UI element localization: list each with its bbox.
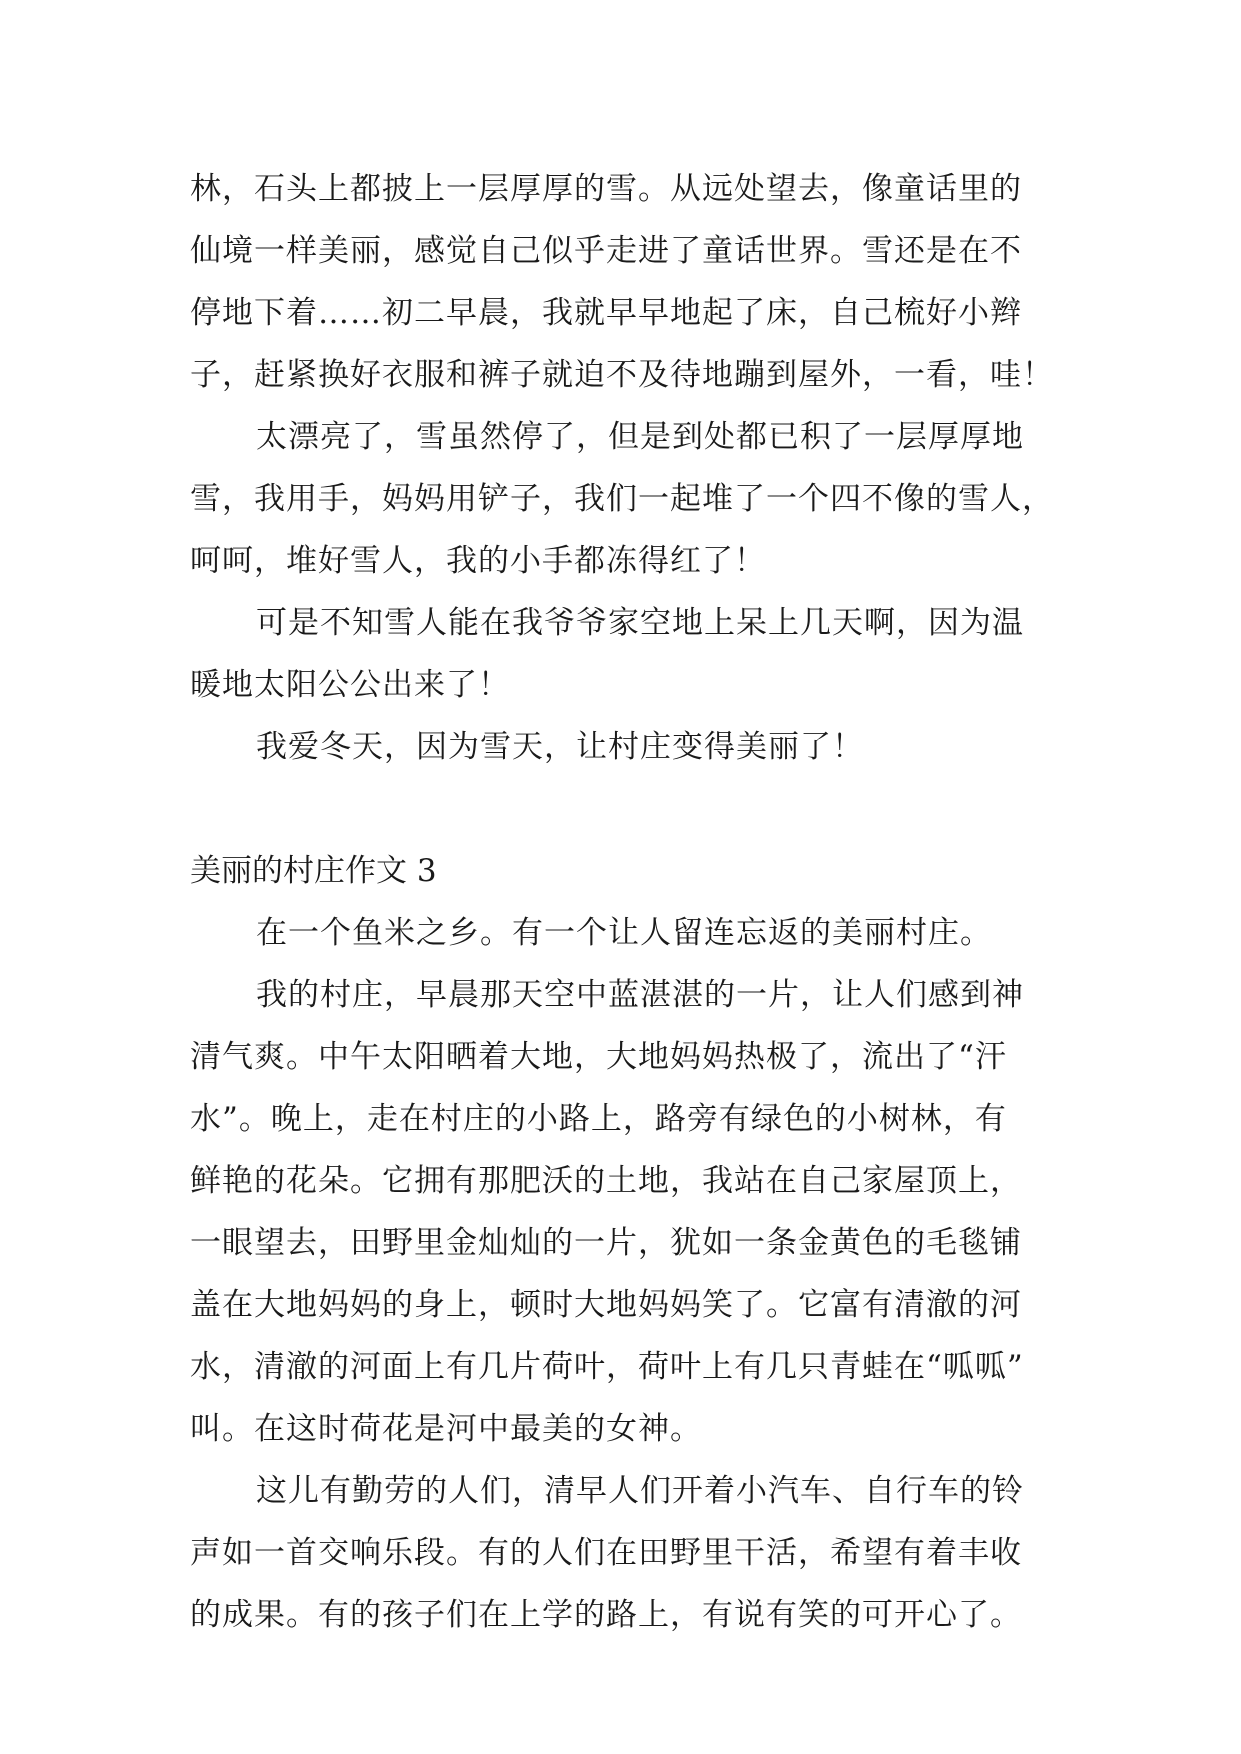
paragraph-continued [190,158,1070,406]
text-line: 声如一首交响乐段。有的人们在田野里干活，希望有着丰收 [190,1535,1022,1571]
text-line: 这儿有勤劳的人们，清早人们开着小汽车、自行车的铃 [256,1473,1024,1509]
text-line: 的成果。有的孩子们在上学的路上，有说有笑的可开心了。 [190,1597,1022,1633]
text-line: 仙境一样美丽，感觉自己似乎走进了童话世界。雪还是在不 [190,233,1022,269]
text-line: 暖地太阳公公出来了！ [190,667,510,703]
text-line: 一眼望去，田野里金灿灿的一片，犹如一条金黄色的毛毯铺 [190,1225,1022,1261]
text-line: 停地下着……初二早晨，我就早早地起了床，自己梳好小辫 [190,295,1022,331]
paragraph [190,592,1070,716]
text-line: 太漂亮了，雪虽然停了，但是到处都已积了一层厚厚地 [256,419,1024,455]
spacer [190,778,1070,840]
text-line: 子，赶紧换好衣服和裤子就迫不及待地蹦到屋外，一看，哇！ [190,357,1054,393]
text-line: 叫。在这时荷花是河中最美的女神。 [190,1411,702,1447]
paragraph [190,716,1070,778]
text-line: 呵呵，堆好雪人，我的小手都冻得红了！ [190,543,766,579]
paragraph [190,406,1070,592]
text-line: 在一个鱼米之乡。有一个让人留连忘返的美丽村庄。 [256,915,992,951]
text-line: 可是不知雪人能在我爷爷家空地上呆上几天啊，因为温 [256,605,1024,641]
text-line: 盖在大地妈妈的身上，顿时大地妈妈笑了。它富有清澈的河 [190,1287,1022,1323]
document-body [190,158,1070,1646]
text-line: 我的村庄，早晨那天空中蓝湛湛的一片，让人们感到神 [256,977,1024,1013]
paragraph [190,964,1070,1460]
text-line: 清气爽。中午太阳晒着大地，大地妈妈热极了，流出了“汗 [190,1039,1007,1075]
paragraph [190,1460,1070,1646]
text-line: 林，石头上都披上一层厚厚的雪。从远处望去，像童话里的 [190,171,1022,207]
text-line: 水”。晚上，走在村庄的小路上，路旁有绿色的小树林，有 [190,1101,1007,1137]
text-line: 水，清澈的河面上有几片荷叶，荷叶上有几只青蛙在“呱呱” [190,1349,1024,1385]
text-line: 雪，我用手，妈妈用铲子，我们一起堆了一个四不像的雪人， [190,481,1054,517]
text-line: 鲜艳的花朵。它拥有那肥沃的土地，我站在自己家屋顶上， [190,1163,1022,1199]
text-line: 我爱冬天，因为雪天，让村庄变得美丽了！ [256,729,864,765]
paragraph [190,902,1070,964]
section-heading: 美丽的村庄作文 3 [190,853,437,889]
